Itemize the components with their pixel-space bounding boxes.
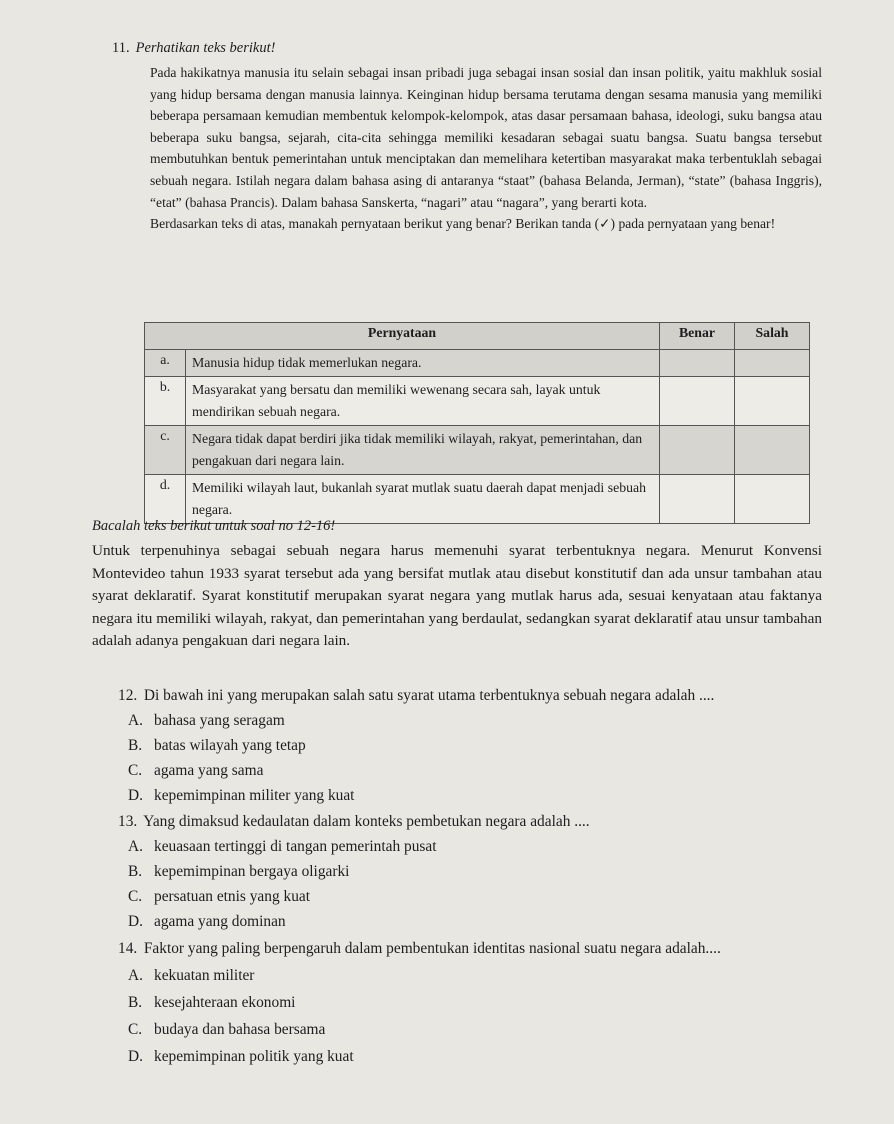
- option-12-a[interactable]: [128, 712, 285, 730]
- option-letter: C.: [128, 1021, 143, 1038]
- true-checkbox-cell[interactable]: [660, 377, 735, 426]
- table-row: [145, 377, 810, 426]
- option-text: keuasaan tertinggi di tangan pemerintah pusat: [154, 838, 437, 855]
- option-13-a[interactable]: [128, 838, 437, 856]
- option-letter: A.: [128, 967, 143, 984]
- row-letter: b.: [145, 377, 186, 426]
- question-11-prompt: Berdasarkan teks di atas, manakah pernyataan berikut yang benar? Berikan tanda (✓) pada pernyataan yang benar!: [150, 216, 776, 232]
- option-14-a[interactable]: [128, 967, 254, 985]
- option-text: agama yang dominan: [154, 913, 286, 930]
- true-checkbox-cell[interactable]: [660, 350, 735, 377]
- row-letter: c.: [145, 426, 186, 475]
- table-row: [145, 350, 810, 377]
- header-statement: Pernyataan: [145, 323, 660, 350]
- option-14-c[interactable]: [128, 1021, 325, 1039]
- option-13-c[interactable]: [128, 888, 310, 906]
- option-text: kekuatan militer: [154, 967, 255, 984]
- header-false: Salah: [735, 323, 810, 350]
- passage-text: Pada hakikatnya manusia itu selain sebagai insan pribadi juga sebagai insan sosial dan insan politik, yaitu makhluk sosial yang hidup bersama dengan manusia lainnya. Keinginan hidup bersama terutama dengan sesama manusia yang memiliki beberapa persamaan kemudian membentuk kelompok-kelompok, atas dasar persamaan bahasa, ideologi, suku bangsa atau beberapa suku bangsa, sejarah, cita-cita sehingga memiliki kesadaran sebagai suatu bangsa. Suatu bangsa tersebut membutuhkan bentuk pemerintahan untuk menciptakan dan memelihara ketertiban masyarakat maka terbentuklah sebagai sebuah negara. Istilah negara dalam bahasa asing di antaranya “staat” (bahasa Belanda, Jerman), “state” (bahasa Inggris), “etat” (bahasa Prancis). Dalam bahasa Sanskerta, “nagari” atau “nagara”, yang berarti kota.: [150, 65, 822, 210]
- option-letter: A.: [128, 712, 143, 729]
- option-letter: D.: [128, 787, 143, 804]
- reading-passage: [92, 540, 822, 653]
- option-letter: D.: [128, 1048, 143, 1065]
- header-true: Benar: [660, 323, 735, 350]
- option-letter: D.: [128, 913, 143, 930]
- question-11-passage: [150, 62, 822, 235]
- option-text: kepemimpinan politik yang kuat: [154, 1048, 354, 1065]
- option-text: budaya dan bahasa bersama: [154, 1021, 326, 1038]
- option-14-b[interactable]: [128, 994, 295, 1012]
- row-letter: a.: [145, 350, 186, 377]
- reading-passage-text: Untuk terpenuhinya sebagai sebuah negara harus memenuhi syarat terbentuknya negara. Menurut Konvensi Montevideo tahun 1933 syarat tersebut ada yang bersifat mutlak atau disebut konstitutif dan ada unsur tambahan atau syarat deklaratif. Syarat konstitutif merupakan syarat negara yang mutlak harus ada, sesuai kenyataan atau faktanya negara itu memiliki wilayah, rakyat, dan pemerintahan yang berdaulat, sedangkan syarat deklaratif atau unsur tambahan adalah adanya pengakuan dari negara lain.: [92, 542, 822, 649]
- option-letter: A.: [128, 838, 143, 855]
- row-statement: Manusia hidup tidak memerlukan negara.: [186, 350, 660, 377]
- option-text: kepemimpinan bergaya oligarki: [154, 863, 350, 880]
- question-12: [118, 687, 714, 705]
- question-11-header: [112, 40, 275, 57]
- table-row: [145, 475, 810, 524]
- option-text: kepemimpinan militer yang kuat: [154, 787, 355, 804]
- true-checkbox-cell[interactable]: [660, 426, 735, 475]
- option-12-b[interactable]: [128, 737, 306, 755]
- option-13-d[interactable]: [128, 913, 286, 931]
- question-text: Di bawah ini yang merupakan salah satu syarat utama terbentuknya sebuah negara adalah ....: [143, 687, 715, 704]
- false-checkbox-cell[interactable]: [735, 377, 810, 426]
- option-14-d[interactable]: [128, 1048, 354, 1066]
- question-14: [118, 940, 721, 958]
- option-13-b[interactable]: [128, 863, 349, 881]
- option-letter: B.: [128, 863, 143, 880]
- option-letter: C.: [128, 762, 143, 779]
- option-12-d[interactable]: [128, 787, 354, 805]
- table-row: [145, 426, 810, 475]
- question-text: Faktor yang paling berpengaruh dalam pembentukan identitas nasional suatu negara adalah....: [143, 940, 721, 957]
- question-number: 14.: [118, 940, 138, 957]
- row-letter: d.: [145, 475, 186, 524]
- option-text: batas wilayah yang tetap: [154, 737, 306, 754]
- question-number: 13.: [118, 813, 138, 830]
- reading-heading: Bacalah teks berikut untuk soal no 12-16!: [92, 518, 336, 534]
- question-text: Yang dimaksud kedaulatan dalam konteks pembetukan negara adalah ....: [143, 813, 590, 830]
- row-statement: Memiliki wilayah laut, bukanlah syarat mutlak suatu daerah dapat menjadi sebuah negara.: [186, 475, 660, 524]
- option-text: agama yang sama: [154, 762, 264, 779]
- false-checkbox-cell[interactable]: [735, 426, 810, 475]
- true-checkbox-cell[interactable]: [660, 475, 735, 524]
- question-number: 11.: [112, 40, 130, 56]
- row-statement: Masyarakat yang bersatu dan memiliki wewenang secara sah, layak untuk mendirikan sebuah negara.: [186, 377, 660, 426]
- row-statement: Negara tidak dapat berdiri jika tidak memiliki wilayah, rakyat, pemerintahan, dan pengakuan dari negara lain.: [186, 426, 660, 475]
- option-text: bahasa yang seragam: [154, 712, 285, 729]
- question-number: 12.: [118, 687, 138, 704]
- option-letter: B.: [128, 737, 143, 754]
- option-text: kesejahteraan ekonomi: [154, 994, 296, 1011]
- false-checkbox-cell[interactable]: [735, 350, 810, 377]
- question-instruction: Perhatikan teks berikut!: [135, 40, 276, 56]
- option-12-c[interactable]: [128, 762, 263, 780]
- question-13: [118, 813, 590, 831]
- false-checkbox-cell[interactable]: [735, 475, 810, 524]
- option-text: persatuan etnis yang kuat: [154, 888, 310, 905]
- option-letter: B.: [128, 994, 143, 1011]
- statement-table: [144, 322, 810, 524]
- option-letter: C.: [128, 888, 143, 905]
